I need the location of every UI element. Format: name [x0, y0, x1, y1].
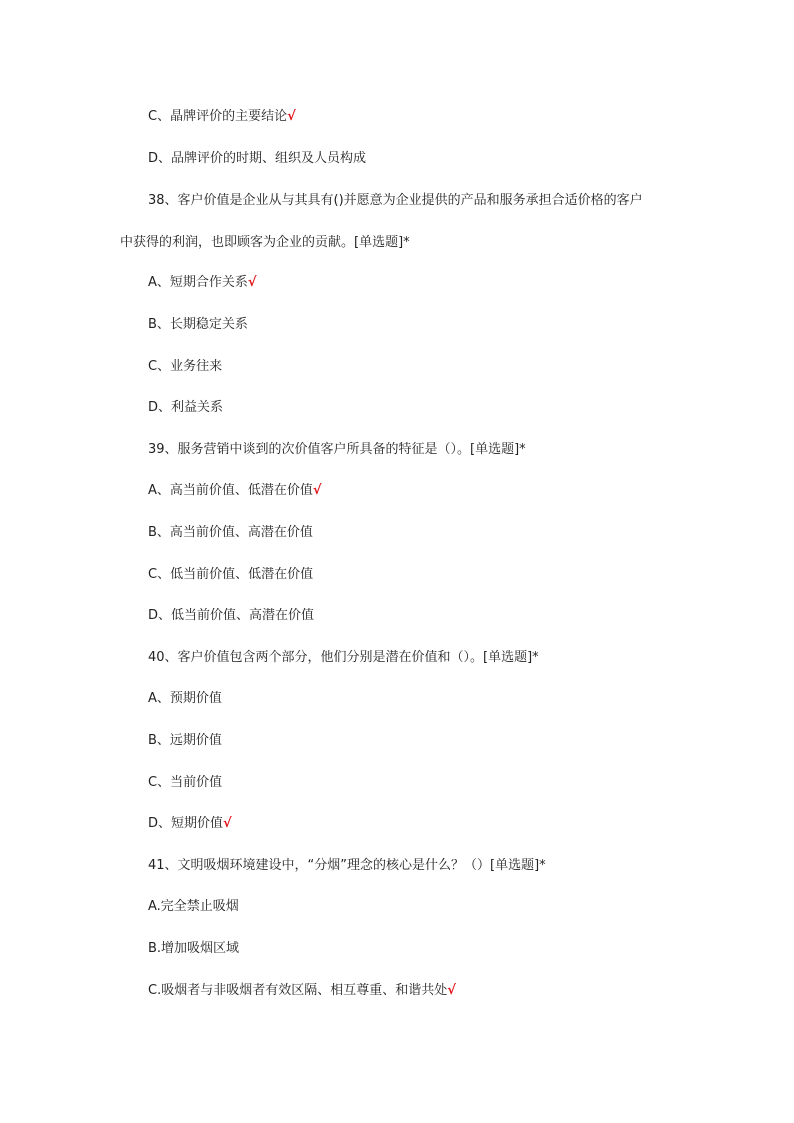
option-c-q37: [148, 108, 296, 126]
option-a-q41: [148, 898, 239, 916]
correct-answer-check-icon: √: [447, 983, 456, 998]
option-text: D、低当前价值、高潜在价值: [148, 608, 315, 623]
option-text: A、高当前价值、低潜在价值: [148, 483, 313, 498]
option-text: B、长期稳定关系: [148, 317, 248, 332]
option-text: C、低当前价值、低潜在价值: [148, 567, 314, 582]
question-38-line-2: [120, 234, 410, 252]
correct-answer-check-icon: √: [247, 275, 257, 290]
option-a-q39: [148, 482, 322, 500]
option-text: B、高当前价值、高潜在价值: [148, 525, 313, 540]
option-b-q38: [148, 316, 248, 334]
option-b-q40: [148, 732, 222, 750]
question-text: 38、客户价值是企业从与其具有()并愿意为企业提供的产品和服务承担合适价格的客户: [148, 193, 643, 208]
option-b-q41: [148, 940, 239, 958]
question-text: 41、文明吸烟环境建设中，“分烟”理念的核心是什么？（）[单选题]*: [148, 858, 546, 873]
option-d-q40: [148, 815, 232, 833]
question-text: 39、服务营销中谈到的次价值客户所具备的特征是（）。[单选题]*: [148, 442, 526, 457]
question-38-line-1: [148, 192, 643, 210]
option-d-q39: [148, 607, 314, 625]
question-41: [148, 857, 546, 875]
option-text: A.完全禁止吸烟: [148, 899, 239, 914]
option-text: C、晶牌评价的主要结论: [148, 109, 288, 124]
option-text: A、短期合作关系: [148, 275, 248, 290]
option-a-q40: [148, 690, 222, 708]
option-a-q38: [148, 274, 257, 292]
correct-answer-check-icon: √: [287, 109, 296, 124]
question-text: 中获得的利润，也即顾客为企业的贡献。[单选题]*: [120, 235, 410, 250]
option-text: C.吸烟者与非吸烟者有效区隔、相互尊重、和谐共处: [148, 983, 448, 998]
option-text: D、品牌评价的时期、组织及人员构成: [148, 151, 367, 166]
question-40: [148, 649, 539, 667]
option-c-q39: [148, 566, 313, 584]
option-text: B、远期价值: [148, 733, 222, 748]
option-d-q38: [148, 399, 223, 417]
correct-answer-check-icon: √: [223, 816, 232, 831]
option-c-q41: [148, 982, 456, 1000]
option-text: D、短期价值: [148, 816, 224, 831]
option-c-q40: [148, 774, 222, 792]
option-text: C、业务往来: [148, 359, 223, 374]
question-39: [148, 441, 526, 459]
option-c-q38: [148, 358, 222, 376]
option-text: C、当前价值: [148, 775, 223, 790]
option-d-q37: [148, 150, 366, 168]
question-text: 40、客户价值包含两个部分，他们分别是潜在价值和（）。[单选题]*: [148, 650, 539, 665]
correct-answer-check-icon: √: [312, 483, 322, 498]
option-b-q39: [148, 524, 313, 542]
option-text: A、预期价值: [148, 691, 222, 706]
option-text: D、利益关系: [148, 400, 224, 415]
option-text: B.增加吸烟区域: [148, 941, 240, 956]
